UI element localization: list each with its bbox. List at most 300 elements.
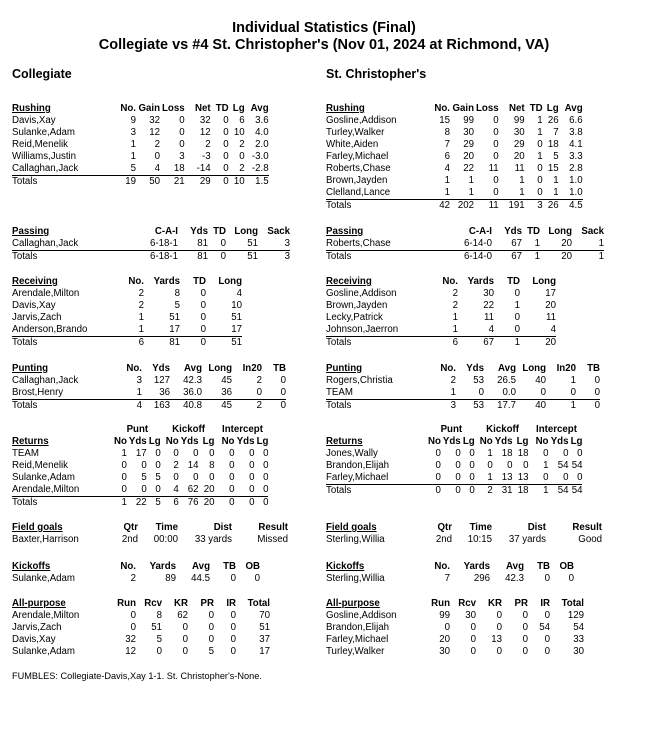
away-rushing-row <box>326 187 583 200</box>
away-punting-cell: 0 <box>516 387 546 400</box>
home-rushing-cell: Davis,Xay <box>12 115 56 126</box>
away-allpurpose-header-cell: IR <box>540 598 550 609</box>
away-receiving-cell: Gosline,Addison <box>326 288 397 299</box>
away-returns-cell: 54 <box>557 460 569 471</box>
home-allpurpose-cell: 37 <box>259 634 270 645</box>
away-allpurpose-cell: Turley,Walker <box>326 646 385 657</box>
away-returns-header-cell: Lg <box>570 436 583 447</box>
home-punting-row <box>12 375 286 387</box>
away-rushing-row <box>326 175 583 187</box>
away-kickoffs-cell: 42.3 <box>505 573 524 584</box>
home-rushing-cell: 0 <box>239 151 245 162</box>
home-returns-total-cell: 20 <box>203 497 215 508</box>
away-allpurpose-cell: Farley,Michael <box>326 634 389 645</box>
away-rushing-cell: 26 <box>547 115 559 126</box>
away-passing-cell: Roberts,Chase <box>326 238 430 251</box>
home-allpurpose-cell: 0 <box>182 646 188 657</box>
away-rushing-cell: 0 <box>525 187 543 200</box>
home-rushing-total-cell: 29 <box>199 176 211 187</box>
away-passing-total-cell: 1 <box>598 251 604 262</box>
home-returns-group-label: Punt <box>126 424 149 435</box>
away-receiving-cell: Lecky,Patrick <box>326 312 383 323</box>
home-returns-header-cell: Returns <box>12 436 49 447</box>
away-kickoffs-cell: 7 <box>444 573 450 584</box>
home-rushing-total-cell: 21 <box>173 176 185 187</box>
away-rushing-row <box>326 163 583 175</box>
away-returns-header-cell: Yds <box>550 436 569 447</box>
home-rushing-cell: 5 <box>112 163 136 176</box>
home-passing-header-cell: Long <box>234 226 258 237</box>
away-returns-total-cell: 0 <box>455 485 461 496</box>
away-field-goals-row <box>326 534 602 546</box>
home-kickoffs-cell: Sulanke,Adam <box>12 573 76 584</box>
home-rushing-header-cell: No. <box>120 103 136 114</box>
away-rushing-cell: 5 <box>553 151 559 162</box>
away-rushing-cell: Farley,Michael <box>326 151 389 162</box>
home-kickoffs-cell: 89 <box>165 573 176 584</box>
away-allpurpose-cell: 0 <box>496 646 502 657</box>
away-allpurpose-cell: 0 <box>496 622 502 633</box>
home-returns-cell: 5 <box>155 472 161 483</box>
away-receiving-header-cell: Receiving <box>326 276 372 287</box>
home-allpurpose-cell: 0 <box>208 610 214 621</box>
home-punting-cell: Brost,Henry <box>12 387 118 400</box>
away-allpurpose-cell: 0 <box>544 610 550 621</box>
home-returns-cell: 4 <box>161 484 179 497</box>
away-returns-cell: 13 <box>493 472 513 485</box>
away-rushing-cell: 1 <box>537 127 543 138</box>
away-receiving-cell: 22 <box>483 300 494 311</box>
home-field-goals-cell: Baxter,Harrison <box>12 534 79 545</box>
away-field-goals-cell: Sterling,Willia <box>326 534 385 545</box>
home-allpurpose-cell: Davis,Xay <box>12 634 56 645</box>
home-rushing-cell: 9 <box>130 115 136 126</box>
home-returns-cell: 0 <box>173 472 179 483</box>
home-kickoffs-header-cell: Avg <box>192 561 210 572</box>
away-returns-totals-row <box>326 485 582 498</box>
away-rushing-cell: 0 <box>474 187 499 200</box>
away-allpurpose-cell: 0 <box>444 622 450 633</box>
away-receiving-header-cell: No. <box>442 276 458 287</box>
away-allpurpose-cell: 13 <box>491 634 502 645</box>
away-field-goals-header-cell: Result <box>572 522 602 533</box>
home-returns-cell: Sulanke,Adam <box>12 472 76 483</box>
away-receiving-cell: 0 <box>514 312 520 323</box>
home-allpurpose-cell: 12 <box>125 646 136 657</box>
away-rushing-cell: 1 <box>519 175 525 186</box>
away-rushing-cell: 99 <box>513 115 525 126</box>
home-returns-header-cell: No <box>165 436 179 447</box>
away-passing-cell: 1 <box>522 238 540 251</box>
home-rushing-cell: Callaghan,Jack <box>12 163 112 176</box>
away-kickoffs-header-cell: Avg <box>506 561 524 572</box>
home-rushing-cell: 32 <box>149 115 160 126</box>
home-punting-row <box>12 387 286 400</box>
home-receiving-cell: 0 <box>180 324 206 337</box>
away-passing-header-cell: C-A-I <box>468 226 492 237</box>
home-returns-cell: 0 <box>209 448 215 459</box>
home-returns-header-cell: Yds <box>236 436 255 447</box>
away-returns-cell: 0 <box>523 460 529 471</box>
home-returns-cell: 17 <box>135 448 147 459</box>
home-rushing-cell: 0 <box>223 127 229 138</box>
home-allpurpose-cell: 51 <box>151 622 162 633</box>
home-allpurpose-header-cell: IR <box>226 598 236 609</box>
home-rushing-cell: 2 <box>205 139 211 150</box>
home-returns-header-cell: Lg <box>148 436 161 447</box>
away-passing-table <box>326 226 604 263</box>
away-returns-cell: 0 <box>528 472 548 485</box>
home-rushing-cell: 0 <box>154 151 160 162</box>
home-returns-cell: 0 <box>193 448 199 459</box>
away-returns-cell: 1 <box>487 448 493 459</box>
away-returns-total-cell: 18 <box>517 485 529 496</box>
away-field-goals-header-cell: Time <box>469 522 492 533</box>
home-receiving-cell: 17 <box>206 324 242 337</box>
home-receiving-row <box>12 288 242 300</box>
home-receiving-cell: 51 <box>231 312 242 323</box>
away-rushing-cell: Clelland,Lance <box>326 187 426 200</box>
home-allpurpose-cell: 0 <box>182 634 188 645</box>
home-allpurpose-row <box>12 622 270 634</box>
away-receiving-row <box>326 312 556 324</box>
away-returns-cell: 0 <box>487 460 493 471</box>
home-returns-cell: 0 <box>249 448 255 459</box>
home-returns-total-cell: 0 <box>249 497 255 508</box>
home-kickoffs-header-cell: Kickoffs <box>12 561 51 572</box>
away-rushing-cell: 0 <box>537 175 543 186</box>
away-kickoffs-header-cell: Kickoffs <box>326 561 365 572</box>
home-returns-totals-row <box>12 497 268 510</box>
home-returns-cell: 0 <box>234 484 254 497</box>
home-punting-total-cell: 4 <box>136 400 142 411</box>
away-allpurpose-cell: 129 <box>567 610 584 621</box>
home-returns-cell: Arendale,Milton <box>12 484 112 497</box>
home-rushing-row <box>12 163 269 176</box>
away-rushing-cell: 20 <box>513 151 525 162</box>
home-punting-cell: 1 <box>118 387 142 400</box>
home-passing-cell: Callaghan,Jack <box>12 238 116 251</box>
away-receiving-row <box>326 288 556 300</box>
home-rushing-cell: -2.8 <box>245 163 269 176</box>
home-punting-cell: 0 <box>232 387 262 400</box>
home-passing-table <box>12 226 290 263</box>
away-passing-header-cell: Sack <box>581 226 604 237</box>
away-receiving-cell: 1 <box>434 324 458 337</box>
away-receiving-totals-row <box>326 337 556 350</box>
game-subtitle: Collegiate vs #4 St. Christopher's (Nov 01, 2024 at Richmond, VA) <box>98 37 550 53</box>
away-punting-total-cell: 17.7 <box>497 400 516 411</box>
away-rushing-cell: 7 <box>444 139 450 150</box>
away-allpurpose-cell: 54 <box>539 622 550 633</box>
away-field-goals-cell: 37 yards <box>508 534 546 545</box>
home-allpurpose-cell: 0 <box>230 646 236 657</box>
away-rushing-header-row <box>326 103 583 115</box>
home-field-goals-table <box>12 522 288 546</box>
away-returns-cell: 54 <box>571 460 583 471</box>
away-returns-header-cell: No <box>428 436 441 447</box>
home-returns-group-row <box>12 424 268 436</box>
away-rushing-cell: Gosline,Addison <box>326 115 397 126</box>
home-returns-cell: 0 <box>229 472 235 483</box>
away-allpurpose-cell: 0 <box>522 646 528 657</box>
home-returns-header-cell: No <box>114 436 127 447</box>
away-rushing-cell: 1.0 <box>559 187 583 200</box>
away-returns-header-cell: Lg <box>516 436 529 447</box>
away-rushing-cell: 2.8 <box>569 163 583 174</box>
home-returns-group-label: Kickoff <box>172 424 206 435</box>
home-punting-cell: 45 <box>221 375 232 386</box>
away-returns-group-label: Kickoff <box>486 424 520 435</box>
home-receiving-cell: 8 <box>174 288 180 299</box>
home-receiving-total-cell: 0 <box>200 337 206 348</box>
away-rushing-cell: 1 <box>543 187 559 200</box>
away-field-goals-cell: 2nd <box>435 534 452 545</box>
home-allpurpose-cell: Sulanke,Adam <box>12 646 76 657</box>
away-allpurpose-cell: Brandon,Elijah <box>326 622 390 633</box>
away-receiving-header-cell: TD <box>507 276 520 287</box>
home-field-goals-header-cell: Result <box>258 522 288 533</box>
away-punting-cell: 0 <box>456 387 484 400</box>
home-returns-header-cell: Lg <box>256 436 269 447</box>
away-receiving-cell: 0 <box>514 288 520 299</box>
home-returns-cell: 0 <box>155 460 161 471</box>
home-passing-total-cell: 51 <box>247 251 258 262</box>
away-rushing-cell: 4.1 <box>569 139 583 150</box>
home-returns-cell: 0 <box>254 484 268 497</box>
away-allpurpose-cell: 0 <box>544 634 550 645</box>
home-rushing-total-cell: 10 <box>233 176 245 187</box>
away-receiving-total-cell: 6 <box>452 337 458 348</box>
away-returns-group-row <box>326 424 582 436</box>
away-rushing-header-cell: TD <box>529 103 543 114</box>
away-punting-cell: 1 <box>570 375 576 386</box>
home-rushing-cell: Sulanke,Adam <box>12 127 76 138</box>
home-returns-cell: 0 <box>147 484 161 497</box>
home-allpurpose-cell: 0 <box>230 634 236 645</box>
away-returns-total-cell: 1 <box>543 485 549 496</box>
away-punting-cell: 40 <box>535 375 546 386</box>
away-returns-table <box>326 424 582 497</box>
away-punting-cell: 2 <box>450 375 456 386</box>
away-returns-cell: 0 <box>548 472 568 485</box>
away-kickoffs-row <box>326 573 574 585</box>
home-allpurpose-cell: 0 <box>230 610 236 621</box>
away-punting-header-cell: Avg <box>498 363 516 374</box>
home-rushing-header-cell: TD <box>215 103 229 114</box>
away-receiving-row <box>326 324 556 337</box>
home-rushing-cell: -14 <box>185 163 211 176</box>
home-kickoffs-cell: 0 <box>230 573 236 584</box>
away-returns-cell: 0 <box>455 448 461 459</box>
away-punting-header-cell: Punting <box>326 363 363 374</box>
away-rushing-table <box>326 103 583 212</box>
away-allpurpose-cell: 0 <box>470 646 476 657</box>
away-returns-cell: 13 <box>512 472 528 485</box>
home-receiving-total-cell: 81 <box>169 337 180 348</box>
away-allpurpose-row <box>326 646 584 658</box>
away-receiving-cell: Johnson,Jaerron <box>326 324 434 337</box>
home-receiving-total-cell: 51 <box>231 337 242 348</box>
home-returns-total-cell: 22 <box>135 497 147 508</box>
home-allpurpose-header-cell: Rcv <box>144 598 162 609</box>
away-kickoffs-header-cell: No. <box>434 561 450 572</box>
home-punting-total-cell: 0 <box>280 400 286 411</box>
away-rushing-total-cell: 42 <box>439 200 450 211</box>
away-allpurpose-table <box>326 598 584 658</box>
away-rushing-cell: 99 <box>463 115 474 126</box>
away-returns-cell: 0 <box>461 472 475 485</box>
away-rushing-cell: 1 <box>468 175 474 186</box>
away-allpurpose-cell: 0 <box>522 634 528 645</box>
away-kickoffs-cell: 296 <box>473 573 490 584</box>
away-punting-cell: 53 <box>473 375 484 386</box>
away-allpurpose-cell: 54 <box>573 622 584 633</box>
home-rushing-cell: 0 <box>211 163 229 176</box>
away-returns-cell: 0 <box>507 460 513 471</box>
home-punting-cell: Callaghan,Jack <box>12 375 79 386</box>
away-rushing-cell: 29 <box>463 139 474 150</box>
home-returns-cell: 0 <box>155 448 161 459</box>
home-returns-cell: 0 <box>121 472 127 483</box>
away-rushing-cell: 4 <box>444 163 450 174</box>
away-punting-header-cell: TB <box>587 363 600 374</box>
away-punting-total-cell: 3 <box>450 400 456 411</box>
away-kickoffs-cell: 0 <box>568 573 574 584</box>
away-returns-group-label: Punt <box>440 424 463 435</box>
home-allpurpose-header-cell: Total <box>247 598 270 609</box>
home-rushing-cell: 12 <box>149 127 160 138</box>
home-receiving-cell: Arendale,Milton <box>12 288 80 299</box>
away-receiving-cell: 2 <box>452 288 458 299</box>
home-passing-header-cell: TD <box>213 226 226 237</box>
home-returns-cell: TEAM <box>12 448 39 459</box>
home-punting-cell: 0 <box>280 375 286 386</box>
away-rushing-cell: 0 <box>493 151 499 162</box>
away-passing-total-cell: 1 <box>534 251 540 262</box>
home-rushing-cell: 10 <box>233 127 245 138</box>
away-rushing-cell: 6.6 <box>569 115 583 126</box>
home-receiving-cell: Davis,Xay <box>12 300 56 311</box>
away-rushing-cell: 0 <box>493 175 499 186</box>
away-returns-cell: Farley,Michael <box>326 472 426 485</box>
home-returns-total-cell: 1 <box>121 497 127 508</box>
home-allpurpose-header-row <box>12 598 270 610</box>
away-allpurpose-row <box>326 622 584 634</box>
home-receiving-totals-row <box>12 337 242 350</box>
away-punting-total-cell: 40 <box>535 400 546 411</box>
away-rushing-cell: 30 <box>463 127 474 138</box>
away-rushing-cell: 1 <box>553 175 559 186</box>
away-returns-header-cell: No <box>535 436 549 447</box>
away-rushing-cell: 0 <box>537 139 543 150</box>
home-allpurpose-header-cell: PR <box>200 598 214 609</box>
away-returns-cell: 0 <box>441 472 461 485</box>
home-receiving-header-cell: Long <box>218 276 242 287</box>
home-returns-cell: 0 <box>249 472 255 483</box>
away-kickoffs-header-cell: Yards <box>463 561 490 572</box>
away-field-goals-header-cell: Field goals <box>326 522 377 533</box>
away-punting-row <box>326 375 600 387</box>
home-returns-cell: 1 <box>121 448 127 459</box>
away-allpurpose-cell: 20 <box>439 634 450 645</box>
home-returns-header-cell: Yds <box>128 436 147 447</box>
away-punting-cell: 26.5 <box>497 375 516 386</box>
home-passing-totals-row <box>12 251 290 264</box>
away-punting-total-cell: 53 <box>473 400 484 411</box>
away-returns-cell: 0 <box>568 472 582 485</box>
home-allpurpose-header-cell: Run <box>117 598 136 609</box>
home-receiving-cell: Jarvis,Zach <box>12 312 62 323</box>
home-rushing-row <box>12 127 269 139</box>
away-rushing-cell: 7 <box>553 127 559 138</box>
away-rushing-total-cell: 4.5 <box>569 200 583 211</box>
home-allpurpose-cell: 0 <box>208 622 214 633</box>
page-title: Individual Statistics (Final) <box>232 20 416 36</box>
away-rushing-total-cell: 191 <box>508 200 525 211</box>
home-returns-cell: 0 <box>229 460 235 471</box>
away-allpurpose-header-cell: Rcv <box>458 598 476 609</box>
home-receiving-cell: 2 <box>138 288 144 299</box>
home-returns-cell: 0 <box>263 460 269 471</box>
home-allpurpose-header-cell: All-purpose <box>12 598 66 609</box>
away-rushing-cell: 1 <box>444 175 450 186</box>
away-receiving-total-cell: 67 <box>483 337 494 348</box>
away-rushing-cell: 1 <box>499 187 525 200</box>
home-punting-total-cell: 45 <box>221 400 232 411</box>
away-punting-header-cell: Yds <box>466 363 484 374</box>
home-field-goals-cell: Missed <box>257 534 288 545</box>
away-passing-header-row <box>326 226 604 238</box>
home-kickoffs-cell: 44.5 <box>191 573 210 584</box>
away-receiving-cell: 11 <box>545 312 556 323</box>
home-rushing-cell: -3.0 <box>251 151 269 162</box>
home-punting-header-cell: No. <box>126 363 142 374</box>
home-returns-total-cell: 0 <box>229 497 235 508</box>
away-rushing-cell: 15 <box>439 115 450 126</box>
home-punting-table <box>12 363 286 412</box>
away-rushing-total-cell: Totals <box>326 200 352 211</box>
home-receiving-header-cell: Yards <box>153 276 180 287</box>
home-allpurpose-cell: 32 <box>125 634 136 645</box>
home-passing-total-cell: Totals <box>12 251 38 262</box>
away-allpurpose-header-row <box>326 598 584 610</box>
home-punting-cell: 3 <box>136 375 142 386</box>
away-punting-header-cell: In20 <box>556 363 576 374</box>
home-returns-header-cell: Yds <box>180 436 199 447</box>
home-returns-cell: 0 <box>112 484 127 497</box>
home-punting-cell: 42.3 <box>183 375 202 386</box>
home-field-goals-cell: 33 yards <box>194 534 232 545</box>
home-rushing-cell: 12 <box>199 127 211 138</box>
away-punting-row <box>326 387 600 400</box>
away-allpurpose-cell: 0 <box>470 622 476 633</box>
away-passing-header-cell: TD <box>527 226 540 237</box>
home-punting-cell: 36 <box>142 387 170 400</box>
home-receiving-header-cell: Receiving <box>12 276 58 287</box>
away-returns-total-cell: 2 <box>487 485 493 496</box>
home-returns-cell: 0 <box>193 472 199 483</box>
home-allpurpose-cell: 5 <box>156 634 162 645</box>
away-kickoffs-table <box>326 561 574 585</box>
away-returns-row <box>326 472 582 485</box>
away-returns-cell: Jones,Wally <box>326 448 378 459</box>
home-allpurpose-row <box>12 610 270 622</box>
home-returns-table <box>12 424 268 509</box>
home-passing-total-cell: 6-18-1 <box>149 251 178 262</box>
away-receiving-table <box>326 276 556 349</box>
home-returns-total-cell: 6 <box>173 497 179 508</box>
